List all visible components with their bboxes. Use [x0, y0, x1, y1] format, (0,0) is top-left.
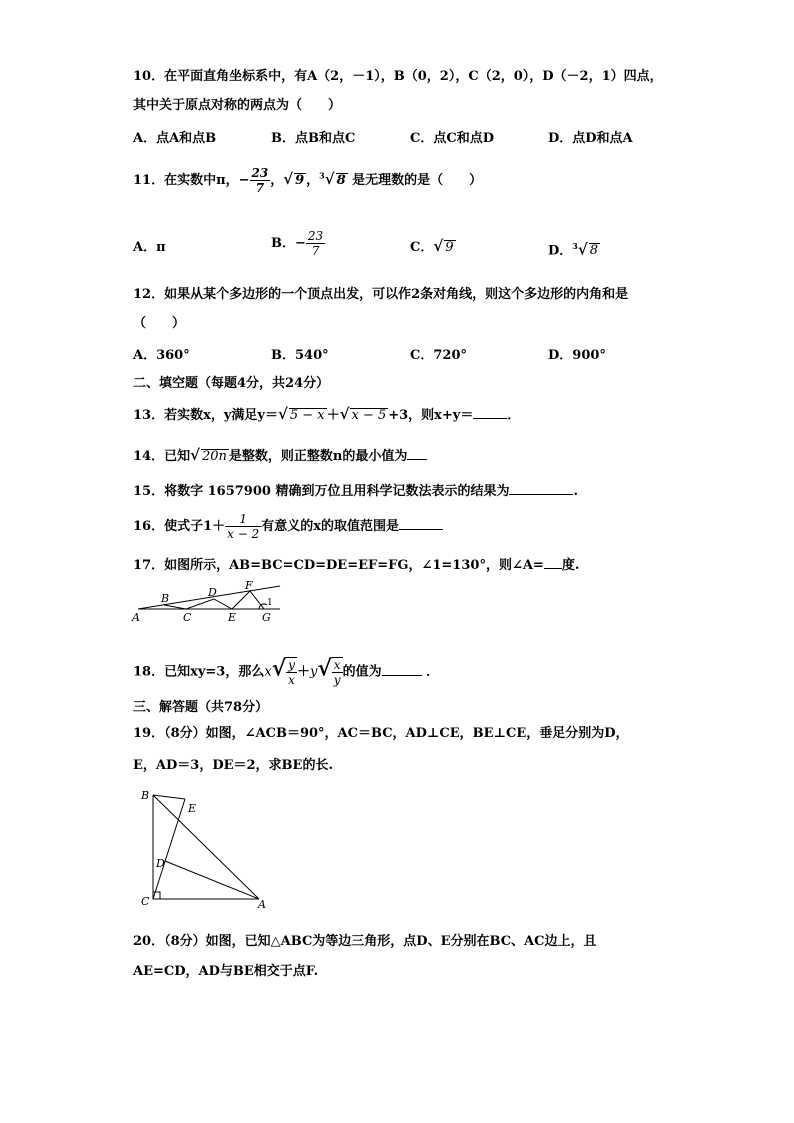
q19-stem-line2: E，AD＝3，DE＝2，求BE的长. [133, 758, 333, 773]
q11-fraction [250, 166, 271, 195]
q19-figure [135, 785, 275, 911]
q16-frac-den: x − 2 [227, 527, 260, 541]
q18-suffix: 的值为 [342, 664, 382, 680]
q18-stem [133, 657, 439, 687]
q20-stem-line2: AE=CD，AD与BE相交于点F. [133, 964, 319, 979]
q17-figure [130, 578, 290, 624]
q12-option-b: B．540° [271, 348, 329, 363]
q13-plus: ＋ [326, 408, 340, 423]
sqrt-sign-icon: √ [271, 655, 287, 682]
q18-fraction-1 [286, 657, 297, 687]
q14-answer-blank[interactable] [407, 459, 427, 460]
q10-option-d: D．点D和点A [548, 131, 633, 146]
q18-coef-x: x [264, 664, 272, 680]
q18-coef-y: y [309, 664, 318, 680]
cbrt-sign-icon: √ [324, 170, 335, 188]
q14-suffix: 是整数，则正整数n的最小值为 [228, 449, 408, 464]
q18-plus: ＋ [296, 664, 310, 680]
q19-label-a: A [258, 898, 266, 911]
q19-line-ce [153, 799, 185, 899]
q19-label-d: D [156, 857, 165, 870]
q18-answer-blank[interactable] [382, 675, 422, 676]
q13-radicand-1: 5 − x [289, 408, 325, 423]
q14-radicand: 20n [201, 449, 227, 464]
q11-option-d-index: 3 [572, 241, 578, 251]
q11-sqrt9: 9 [295, 173, 305, 188]
q18-frac2-num: x [333, 658, 341, 672]
q11-cbrt-index: 3 [319, 170, 325, 181]
q11-option-b-den: 7 [311, 244, 320, 258]
q18-frac1-den: x [288, 673, 295, 687]
q15-text: 15．将数字 1657900 精确到万位且用科学记数法表示的结果为 [133, 484, 510, 499]
q11-option-a: A．π [133, 240, 166, 255]
q17-label-d: D [208, 586, 217, 599]
q11-option-d [548, 237, 600, 260]
q13-end: ． [507, 408, 521, 423]
q12-stem-line2: （ ） [133, 316, 186, 331]
q11-neg: − [238, 173, 250, 188]
q11-frac-num: 23 [251, 166, 269, 180]
q16-suffix: 有意义的x的取值范围是 [261, 519, 399, 534]
q17-label-g: G [262, 611, 271, 624]
q17-answer-blank[interactable] [544, 568, 562, 569]
q11-prefix: 11．在实数中π， [133, 173, 239, 188]
q18-end: ． [426, 664, 440, 680]
q11-option-b-fraction [306, 229, 325, 258]
q18-frac2-den: y [333, 673, 341, 687]
q17-label-e: E [228, 611, 237, 624]
q17-label-a: A [132, 611, 140, 624]
q10-option-c: C．点C和点D [410, 131, 494, 146]
q13-radicand-2: x − 5 [351, 408, 387, 423]
q19-stem-line1: 19．（8分）如图，∠ACB＝90°，AC＝BC，AD⊥CE，BE⊥CE，垂足分别为D， [133, 726, 629, 741]
q11-option-b-num: 23 [307, 229, 324, 243]
q19-label-e: E [188, 802, 197, 815]
q11-suffix: 是无理数的是（ ） [352, 173, 483, 188]
q10-stem-line2: 其中关于原点对称的两点为（ ） [133, 98, 342, 113]
q19-label-c: C [141, 895, 150, 908]
q18-prefix: 18．已知xy=3，那么 [133, 664, 265, 680]
q16-fraction [225, 512, 261, 541]
q10-stem-line1: 10．在平面直角坐标系中，有A（2，－1），B（0，2），C（2，0），D（－2，1）四点， [133, 69, 663, 84]
q11-sep1: ， [270, 173, 284, 188]
q15-stem [133, 483, 578, 501]
q16-prefix: 16．使式子1＋ [133, 519, 226, 534]
q17-label-f: F [245, 579, 253, 592]
q19-side-ba [153, 795, 259, 899]
q17-end: 度. [561, 558, 580, 573]
q11-option-b-label: B． [271, 236, 295, 251]
sqrt-sign-icon: √ [433, 237, 444, 255]
sqrt-sign-icon: √ [190, 446, 200, 464]
q14-stem [133, 446, 427, 466]
q13-stem [133, 405, 520, 425]
cbrt-sign-icon: √ [577, 240, 588, 259]
q20-stem-line1: 20．（8分）如图，已知△ABC为等边三角形，点D、E分别在BC、AC边上，且 [133, 934, 597, 949]
q15-answer-blank[interactable] [509, 494, 573, 495]
q17-text: 17．如图所示，AB=BC=CD=DE=EF=FG，∠1=130°，则∠A= [133, 558, 544, 573]
q17-label-c: C [183, 611, 192, 624]
sqrt-sign-icon: √ [277, 405, 288, 423]
q19-segment-ad [165, 861, 259, 899]
q14-prefix: 14．已知 [133, 449, 191, 464]
q11-frac-den: 7 [255, 181, 265, 195]
sqrt-sign-icon: √ [317, 655, 332, 682]
q19-segment-be [153, 795, 185, 799]
section-fill-in-heading: 二、填空题（每题4分，共24分） [133, 376, 330, 391]
q13-answer-blank[interactable] [473, 418, 507, 419]
q13-suffix: +3，则x+y＝ [388, 408, 474, 423]
q12-option-c: C．720° [410, 348, 467, 363]
q13-prefix: 13．若实数x，y满足y＝ [133, 408, 278, 423]
q11-option-b-neg: − [295, 236, 306, 251]
sqrt-sign-icon: √ [283, 170, 294, 188]
q11-option-d-radicand: 8 [589, 243, 598, 259]
q16-frac-num: 1 [225, 512, 261, 527]
q10-option-a: A．点A和点B [133, 131, 217, 146]
q11-option-c-label: C． [410, 240, 434, 255]
q17-label-angle1: 1 [267, 598, 273, 608]
q11-option-c-radicand: 9 [445, 240, 454, 255]
q11-cbrt8: 8 [336, 173, 346, 188]
q11-option-d-label: D． [548, 243, 573, 259]
q12-option-a: A．360° [133, 348, 190, 363]
q17-stem [133, 557, 579, 575]
q12-option-d: D．900° [548, 348, 606, 363]
q11-option-c [410, 237, 456, 257]
q11-sep2: ， [306, 173, 320, 188]
q16-stem [133, 512, 443, 541]
sqrt-sign-icon: √ [339, 405, 350, 423]
q19-label-b: B [141, 789, 150, 802]
q10-option-b: B．点B和点C [271, 131, 356, 146]
q17-label-b: B [161, 592, 170, 605]
q11-option-b [271, 229, 325, 258]
q15-end: . [573, 484, 578, 499]
q11-stem [133, 166, 482, 195]
section-answer-heading: 三、解答题（共78分） [133, 700, 269, 715]
q18-fraction-2 [332, 657, 343, 687]
q16-answer-blank[interactable] [399, 529, 443, 530]
q12-stem-line1: 12．如果从某个多边形的一个顶点出发，可以作2条对角线，则这个多边形的内角和是 [133, 287, 629, 302]
q18-frac1-num: y [288, 658, 295, 672]
